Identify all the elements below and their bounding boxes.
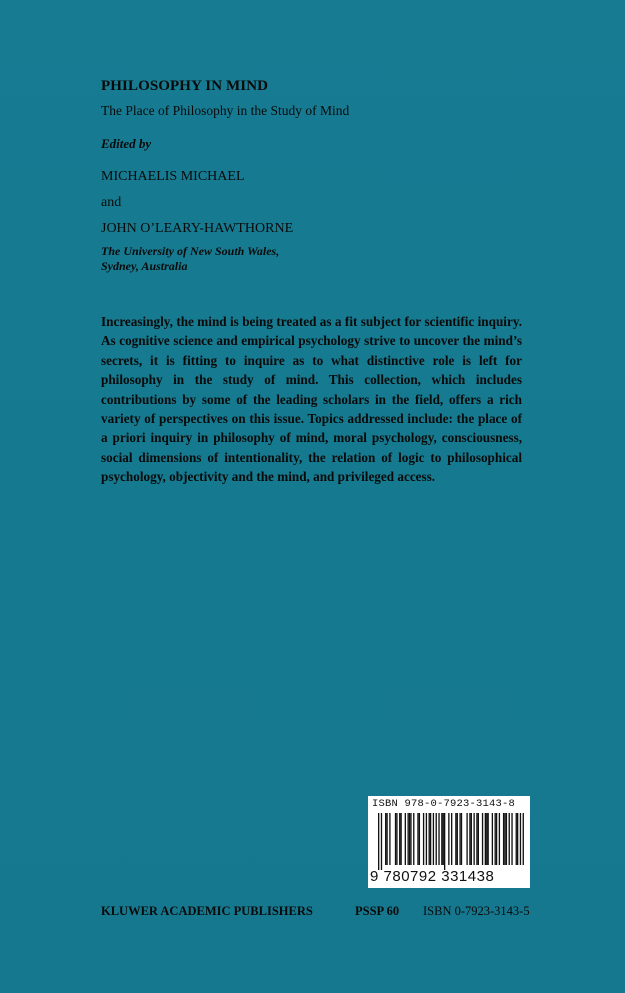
- barcode-bar: [426, 813, 427, 865]
- barcode-bar: [410, 813, 411, 865]
- barcode-bar: [478, 813, 479, 865]
- barcode-bar: [448, 813, 449, 865]
- barcode-bar: [385, 813, 386, 865]
- barcode-bar: [503, 813, 504, 865]
- edited-by-label: Edited by: [101, 136, 152, 151]
- barcode-bar: [423, 813, 424, 865]
- affiliation-line-1: The University of New South Wales,: [101, 244, 280, 258]
- barcode-bars-icon: [378, 813, 524, 870]
- barcode-bar: [517, 813, 518, 865]
- barcode-bar: [466, 813, 467, 865]
- barcode-bar: [378, 813, 379, 870]
- barcode-bar: [430, 813, 431, 865]
- series-number: PSSP 60: [355, 904, 400, 918]
- barcode-bar: [389, 813, 390, 865]
- barcode-bar: [386, 813, 387, 865]
- editor-affiliation: [101, 244, 279, 274]
- barcode-bar: [457, 813, 458, 865]
- barcode-bar: [459, 813, 460, 865]
- isbn-number: ISBN 0-7923-3143-5: [423, 904, 530, 918]
- barcode-bar: [433, 813, 434, 865]
- barcode-bar: [396, 813, 397, 865]
- barcode-bar: [496, 813, 497, 865]
- book-description: Increasingly, the mind is being treated as a fit subject for scientific inquiry. As cognitive science and empirical psychology strive to uncover the mind’s secrets, it is fitting to inquire as to what distinctive role is left for philosophy in the study of mind. This collection, which includes contributions by some of the leading scholars in the field, offers a rich variety of perspectives on this issue. Topics addressed include: the place of a priori inquiry in philosophy of mind, moral psychology, consciousness, social dimensions of intentionality, the relation of logic to philosophical psychology, objectivity and the mind, and privileged access.: [101, 314, 522, 485]
- book-title: PHILOSOPHY IN MIND: [101, 78, 269, 94]
- book-subtitle: The Place of Philosophy in the Study of Mind: [101, 103, 350, 118]
- barcode-bar: [495, 813, 496, 865]
- barcode-bar: [476, 813, 477, 865]
- editor-name-2: JOHN O’LEARY-HAWTHORNE: [101, 221, 294, 236]
- barcode-bar: [499, 813, 500, 865]
- barcode-bar: [409, 813, 410, 865]
- barcode-bar: [407, 813, 408, 865]
- barcode-bar: [485, 813, 486, 865]
- barcode-bar: [405, 813, 406, 865]
- barcode-bar: [381, 813, 382, 870]
- isbn-barcode: [368, 796, 530, 888]
- editor-name-1: MICHAELIS MICHAEL: [101, 169, 245, 184]
- barcode-bar: [523, 813, 524, 865]
- barcode-bar: [486, 813, 487, 865]
- barcode-bar: [492, 813, 493, 865]
- barcode-bar: [444, 813, 445, 870]
- barcode-bar: [438, 813, 439, 865]
- barcode-bar: [473, 813, 474, 865]
- barcode-bar: [451, 813, 452, 865]
- barcode-bar: [509, 813, 510, 865]
- editor-conjunction: and: [101, 195, 122, 210]
- barcode-bar: [429, 813, 430, 865]
- barcode-bar: [400, 813, 401, 865]
- barcode-bar: [488, 813, 489, 865]
- barcode-bar: [455, 813, 456, 865]
- barcode-bar: [504, 813, 505, 865]
- barcode-bar: [419, 813, 420, 865]
- publisher-name: KLUWER ACADEMIC PUBLISHERS: [101, 904, 313, 918]
- affiliation-line-2: Sydney, Australia: [101, 259, 188, 273]
- barcode-isbn-label: ISBN 978-0-7923-3143-8: [372, 798, 516, 810]
- barcode-bar: [511, 813, 512, 865]
- barcode-bar: [436, 813, 437, 865]
- barcode-bar: [516, 813, 517, 865]
- barcode-bar: [441, 813, 442, 865]
- barcode-ean-digits: 9 780792 331438: [370, 868, 495, 885]
- barcode-bar: [482, 813, 483, 865]
- barcode-bar: [506, 813, 507, 865]
- barcode-bar: [399, 813, 400, 865]
- barcode-bar: [413, 813, 414, 865]
- barcode-bar: [417, 813, 418, 865]
- barcode-bar: [471, 813, 472, 865]
- barcode-bar: [395, 813, 396, 865]
- barcode-bar: [443, 813, 444, 865]
- barcode-bar: [469, 813, 470, 865]
- barcode-bar: [461, 813, 462, 865]
- barcode-bar: [520, 813, 521, 865]
- barcode-bars-graphic: [378, 813, 524, 870]
